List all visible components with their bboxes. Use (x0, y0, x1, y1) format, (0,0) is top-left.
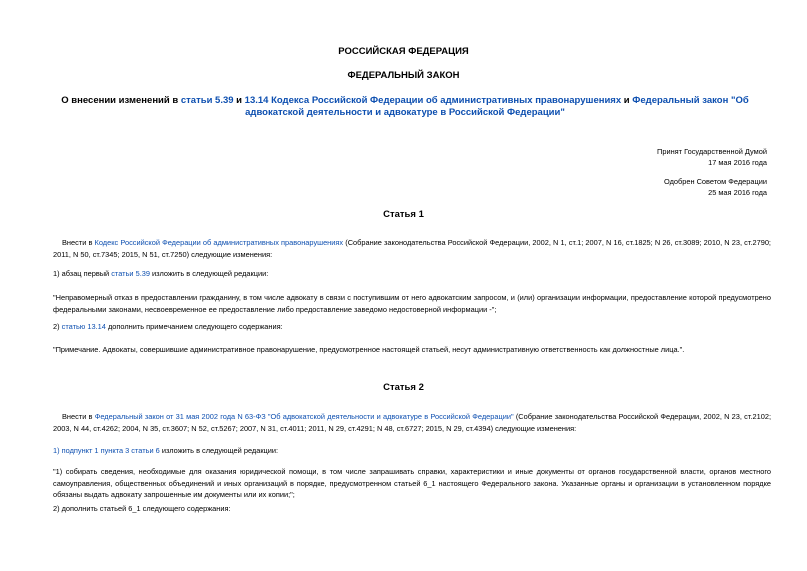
article-2-item-2: 2) дополнить статьей 6_1 следующего содержания: (53, 504, 231, 513)
a2-item1-post: изложить в следующей редакции: (159, 446, 279, 455)
duma-adoption (467, 147, 767, 168)
a1-item1-pre: 1) абзац первый (53, 269, 112, 278)
title-text-1: О внесении изменений в (61, 95, 181, 106)
a1-item1-link[interactable]: статьи 5.39 (111, 269, 150, 278)
a1-item2-link[interactable]: статью 13.14 (61, 322, 106, 331)
council-line-1: Одобрен Советом Федерации (664, 177, 767, 186)
header-country: РОССИЙСКАЯ ФЕДЕРАЦИЯ (338, 46, 469, 57)
a2-intro-link-law[interactable]: Федеральный закон от 31 мая 2002 года N 63-ФЗ "Об адвокатской деятельности и адвокатуре в Российской Федерации" (94, 412, 514, 421)
council-approval (467, 177, 767, 198)
council-line-2: 25 мая 2016 года (708, 187, 767, 197)
header-law-type: ФЕДЕРАЛЬНЫЙ ЗАКОН (347, 70, 460, 81)
article-1-quote-2: "Примечание. Адвокаты, совершившие административное правонарушение, предусмотренное настоящей статьей, несут административную ответственность как должностные лица.". (53, 345, 685, 354)
title-text-2: и (233, 95, 245, 106)
a1-intro-link-koap[interactable]: Кодекс Российской Федерации об административных правонарушениях (94, 238, 344, 247)
article-1-item-2 (53, 321, 771, 333)
a2-intro-pre: Внести в (62, 412, 95, 421)
article-1-heading: Статья 1 (383, 209, 424, 220)
a1-item2-pre: 2) (53, 322, 62, 331)
title-link-article-5-39[interactable]: статьи 5.39 (180, 95, 234, 106)
title-link-federal-law[interactable]: Федеральный закон "Об адвокатской деятельности и адвокатуре в Российской Федерации" (245, 95, 749, 118)
a2-item1-link[interactable]: 1) подпункт 1 пункта 3 статьи 6 (53, 446, 160, 455)
title-link-article-13-14[interactable]: 13.14 Кодекса Российской Федерации об административных правонарушениях (244, 95, 622, 106)
law-title (45, 95, 765, 119)
article-1-item-1 (53, 268, 771, 280)
a1-item1-post: изложить в следующей редакции: (149, 269, 269, 278)
duma-line-2: 17 мая 2016 года (708, 157, 767, 167)
a2-intro-post: (Собрание законодательства Российской Федерации, 2002, N 23, ст.2102; 2003, N 44, ст.4262; 2004, N 35, ст.3607; N 52, ст.5267; 2007, N 31, ст.4011; 2011, N 29, ст.4291; N 48, ст.6727; 2015, N 29, ст.4394) следующие изменения: (53, 412, 771, 433)
a1-intro-post: (Собрание законодательства Российской Федерации, 2002, N 1, ст.1; 2007, N 16, ст.1825; N 26, ст.3089; 2010, N 23, ст.2790; 2011, N 50, ст.7345; 2015, N 51, ст.7250) следующие изменения: (53, 238, 771, 259)
a1-intro-pre: Внести в (62, 238, 95, 247)
article-1-intro (53, 237, 771, 260)
article-2-intro (53, 411, 771, 434)
duma-line-1: Принят Государственной Думой (657, 147, 767, 156)
article-2-item-1 (53, 445, 771, 457)
title-text-3: и (621, 95, 633, 106)
article-2-heading: Статья 2 (383, 382, 424, 393)
a1-item2-post: дополнить примечанием следующего содержания: (105, 322, 283, 331)
article-1-quote-1: "Неправомерный отказ в предоставлении гражданину, в том числе адвокату в связи с поступившим от него адвокатским запросом, и (или) организации информации, предоставление которой предусмотрено федеральными законами, несвоевременное ее предоставление либо предоставление заведомо недостоверной информации -"; (53, 293, 771, 314)
article-2-quote-1: "1) собирать сведения, необходимые для оказания юридической помощи, в том числе запрашивать справки, характеристики и иные документы от органов государственной власти, органов местного самоуправления, общественных объединений и иных организаций в порядке, предусмотренном статьей 6_1 настоящего Федерального закона. Указанные органы и организации в установленном порядке обязаны выдать адвокату запрошенные им документы или их копии;"; (53, 467, 771, 499)
